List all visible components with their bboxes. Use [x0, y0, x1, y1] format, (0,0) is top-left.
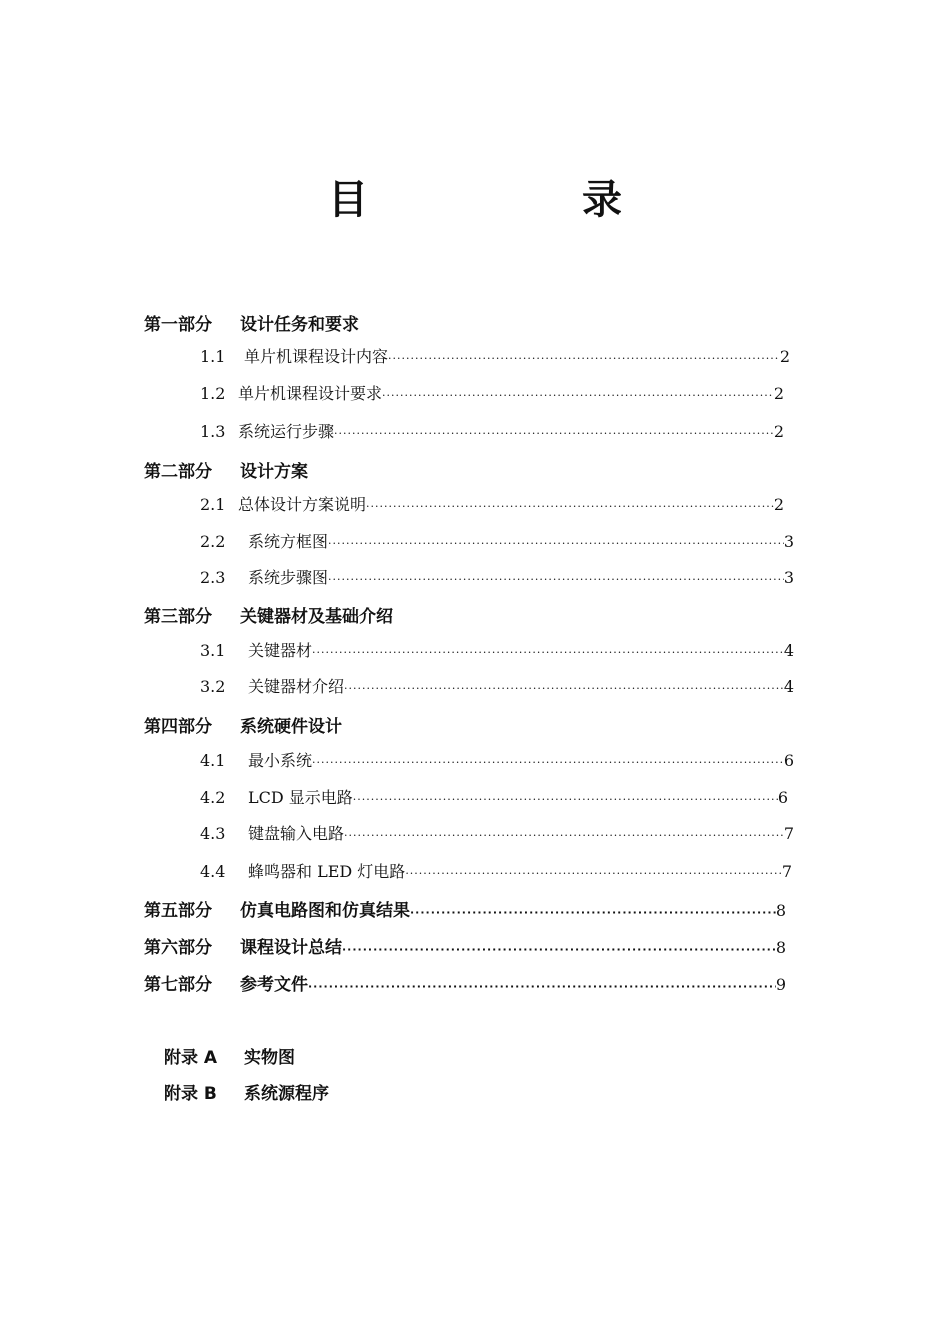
toc-page-number: 4 — [783, 641, 794, 660]
toc-page-number: 6 — [783, 751, 794, 770]
toc-appendix-title: 实物图 — [244, 1048, 295, 1068]
toc-leader-dots — [328, 537, 784, 550]
toc-page-number: 6 — [777, 788, 788, 807]
toc-leader-dots — [344, 829, 784, 842]
toc-leader-dots — [388, 352, 780, 365]
toc-part-number: 第一部分 — [144, 315, 212, 335]
toc-section-number: 1.3 — [200, 422, 226, 441]
toc-leader-dots — [342, 943, 776, 956]
toc-leader-dots — [405, 867, 782, 880]
toc-page-number: 2 — [773, 422, 784, 441]
toc-leader-dots — [353, 793, 778, 806]
toc-appendix-label: 附录 B — [164, 1084, 217, 1104]
toc-leader-dots — [312, 646, 784, 659]
toc-leader-dots — [410, 906, 776, 919]
toc-section-title: 单片机课程设计要求 — [238, 384, 383, 403]
toc-part-6[interactable] — [144, 933, 786, 961]
toc-part-number: 第三部分 — [144, 607, 212, 627]
toc-section-2-3[interactable] — [200, 565, 794, 593]
toc-part-7[interactable] — [144, 970, 786, 998]
toc-section-title: 关键器材介绍 — [248, 677, 345, 696]
toc-page-number: 3 — [783, 568, 794, 587]
toc-part-title: 课程设计总结 — [240, 938, 342, 958]
toc-leader-dots — [382, 389, 774, 402]
toc-section-number: 1.1 — [200, 347, 226, 366]
toc-part-number: 第七部分 — [144, 975, 212, 995]
toc-page-number: 4 — [783, 677, 794, 696]
toc-part-title: 参考文件 — [240, 975, 308, 995]
toc-page-number: 2 — [773, 495, 784, 514]
toc-page-number: 9 — [775, 975, 786, 994]
toc-leader-dots — [366, 500, 774, 513]
toc-section-title: 最小系统 — [248, 751, 313, 770]
toc-part-3[interactable] — [144, 602, 393, 630]
toc-section-number: 3.1 — [200, 641, 226, 660]
toc-page-number: 7 — [783, 824, 794, 843]
toc-section-3-1[interactable] — [200, 638, 794, 666]
toc-page-number: 2 — [779, 347, 790, 366]
toc-section-title: 单片机课程设计内容 — [244, 347, 389, 366]
toc-appendix-a[interactable] — [164, 1043, 295, 1071]
toc-section-number: 4.4 — [200, 862, 226, 881]
toc-part-title: 设计任务和要求 — [240, 315, 359, 335]
toc-section-4-4[interactable] — [200, 859, 792, 887]
toc-section-1-1[interactable] — [200, 344, 790, 372]
toc-section-title: LCD 显示电路 — [248, 788, 353, 807]
toc-leader-dots — [328, 573, 784, 586]
toc-section-number: 4.1 — [200, 751, 226, 770]
toc-section-title: 系统方框图 — [248, 532, 329, 551]
toc-section-1-2[interactable] — [200, 381, 784, 409]
toc-part-number: 第四部分 — [144, 717, 212, 737]
toc-section-number: 2.2 — [200, 532, 226, 551]
toc-section-2-1[interactable] — [200, 492, 784, 520]
toc-section-2-2[interactable] — [200, 529, 794, 557]
toc-appendix-label: 附录 A — [164, 1048, 218, 1068]
toc-leader-dots — [344, 682, 784, 695]
toc-part-title: 仿真电路图和仿真结果 — [240, 901, 410, 921]
toc-part-1[interactable] — [144, 310, 359, 338]
toc-part-title: 关键器材及基础介绍 — [240, 607, 393, 627]
toc-section-4-3[interactable] — [200, 821, 794, 849]
toc-section-title: 系统步骤图 — [248, 568, 329, 587]
toc-section-title: 系统运行步骤 — [238, 422, 335, 441]
toc-appendix-b[interactable] — [164, 1079, 329, 1107]
toc-section-number: 3.2 — [200, 677, 226, 696]
toc-section-4-1[interactable] — [200, 748, 794, 776]
toc-page-number: 3 — [783, 532, 794, 551]
toc-appendix-title: 系统源程序 — [244, 1084, 329, 1104]
toc-page-number: 2 — [773, 384, 784, 403]
toc-section-number: 2.3 — [200, 568, 226, 587]
toc-section-title: 总体设计方案说明 — [238, 495, 367, 514]
toc-part-number: 第二部分 — [144, 462, 212, 482]
toc-part-4[interactable] — [144, 712, 342, 740]
toc-part-2[interactable] — [144, 457, 308, 485]
toc-leader-dots — [308, 980, 776, 993]
toc-section-3-2[interactable] — [200, 674, 794, 702]
toc-part-title: 设计方案 — [240, 462, 308, 482]
toc-section-number: 2.1 — [200, 495, 226, 514]
toc-section-title: 键盘输入电路 — [248, 824, 345, 843]
toc-leader-dots — [334, 427, 774, 440]
toc-section-4-2[interactable] — [200, 785, 788, 813]
toc-section-1-3[interactable] — [200, 419, 784, 447]
toc-page-number: 7 — [781, 862, 792, 881]
toc-leader-dots — [312, 756, 784, 769]
toc-part-number: 第五部分 — [144, 901, 212, 921]
toc-part-number: 第六部分 — [144, 938, 212, 958]
toc-section-number: 4.3 — [200, 824, 226, 843]
toc-section-title: 关键器材 — [248, 641, 313, 660]
toc-section-title: 蜂鸣器和 LED 灯电路 — [248, 862, 406, 881]
toc-part-title: 系统硬件设计 — [240, 717, 342, 737]
toc-section-number: 1.2 — [200, 384, 226, 403]
toc-page-number: 8 — [775, 901, 786, 920]
toc-page-number: 8 — [775, 938, 786, 957]
toc-title: 目 录 — [328, 177, 722, 223]
toc-section-number: 4.2 — [200, 788, 226, 807]
toc-part-5[interactable] — [144, 896, 786, 924]
